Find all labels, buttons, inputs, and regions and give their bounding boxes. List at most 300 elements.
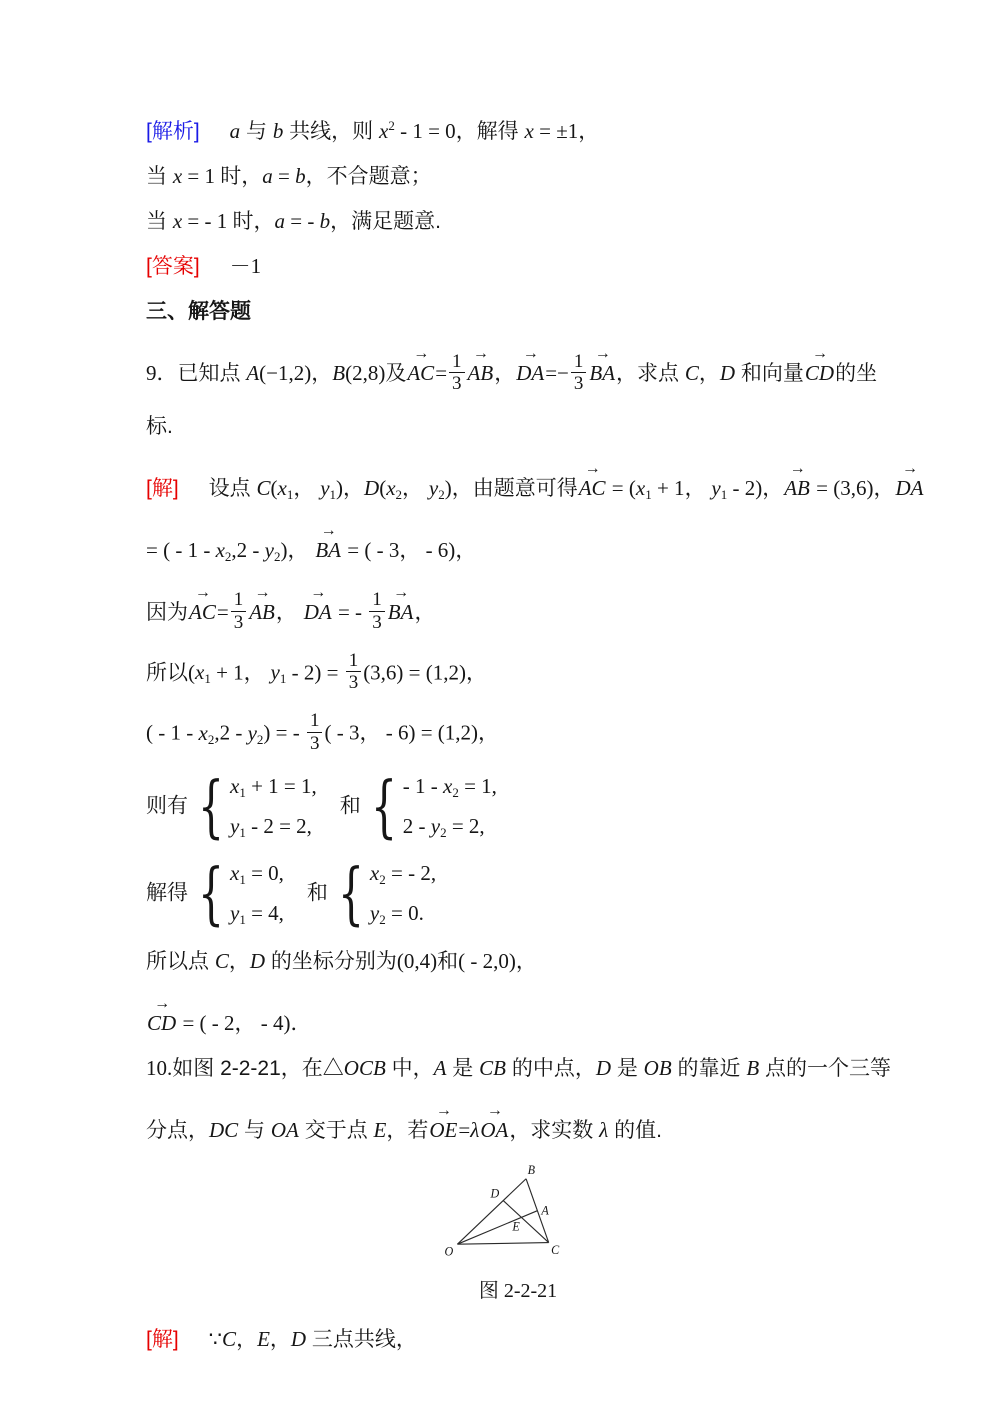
vector-arrow-icon: → bbox=[254, 583, 270, 601]
subscript: 2 bbox=[440, 824, 447, 840]
math-variable: B bbox=[746, 1055, 760, 1080]
solution-label: [解] bbox=[146, 1328, 179, 1352]
vector-term bbox=[804, 345, 835, 388]
point-label-a: A bbox=[541, 1203, 549, 1218]
vertex-label-b: B bbox=[527, 1163, 536, 1178]
vector-name: AB bbox=[784, 476, 810, 501]
vector-name: BA bbox=[315, 537, 341, 562]
text-run: 当 bbox=[146, 165, 173, 188]
text-run: 的坐 bbox=[835, 362, 878, 385]
math-run: ) = - bbox=[263, 720, 305, 745]
text-run: 是 bbox=[446, 1056, 480, 1080]
text-run: ，解得 bbox=[455, 120, 525, 143]
subscript: 1 bbox=[329, 487, 337, 503]
system-row bbox=[230, 900, 284, 928]
doc-line bbox=[146, 458, 924, 503]
vector-name: DA bbox=[303, 599, 332, 624]
text-run: 点的一个三等 bbox=[759, 1056, 892, 1080]
figure-caption: 图 2-2-21 bbox=[478, 1279, 558, 1302]
math-variable-subscripted: $x_1$ bbox=[230, 773, 246, 800]
vector-term bbox=[248, 583, 276, 627]
doc-line bbox=[146, 712, 890, 756]
equation-system bbox=[190, 766, 317, 846]
text-run: ， bbox=[698, 362, 720, 385]
math-variable: CB bbox=[479, 1055, 506, 1080]
math-variable: b bbox=[319, 209, 331, 233]
math-variable: C bbox=[214, 948, 229, 973]
triangle-ocb-diagram bbox=[425, 1161, 611, 1266]
math-run: = 4, bbox=[245, 901, 284, 926]
math-run: = - bbox=[332, 599, 368, 624]
math-run: = ( - 2， - 4)． bbox=[177, 1010, 312, 1035]
vector-name: BA bbox=[387, 599, 414, 624]
system-rows bbox=[403, 773, 497, 840]
segment-oa bbox=[457, 1211, 537, 1245]
text-run: 和 bbox=[285, 881, 328, 905]
text-run: ， bbox=[228, 949, 250, 973]
subscript: 2 bbox=[207, 731, 215, 747]
text-run: 共线，则 bbox=[283, 120, 380, 143]
math-run: - 1 - bbox=[402, 773, 444, 798]
vector-term bbox=[894, 460, 924, 503]
text-run: 和 bbox=[318, 794, 361, 818]
vector-arrow-icon: → bbox=[789, 460, 805, 478]
doc-line bbox=[146, 993, 890, 1038]
doc-line bbox=[146, 1100, 890, 1145]
text-run: 和向量 bbox=[735, 362, 804, 385]
vector-term bbox=[467, 345, 495, 388]
subscript: 2 bbox=[379, 872, 386, 888]
text-run: ， bbox=[287, 538, 315, 562]
math-variable: DC bbox=[209, 1117, 239, 1142]
text-run: 三点共线， bbox=[306, 1328, 417, 1352]
text-run: ， bbox=[515, 949, 537, 973]
text-run: ，不合题意； bbox=[305, 165, 432, 188]
system-row bbox=[403, 813, 497, 841]
math-variable: b bbox=[272, 119, 284, 143]
vector-arrow-icon: → bbox=[472, 345, 488, 362]
math-run: = ( - 1 - bbox=[146, 537, 216, 562]
math-variable: D bbox=[595, 1055, 611, 1080]
vector-arrow-icon: → bbox=[901, 460, 917, 478]
math-variable: a bbox=[262, 164, 273, 188]
text-run: 所以点 bbox=[146, 949, 215, 973]
doc-line bbox=[146, 208, 890, 236]
doc-line bbox=[146, 343, 890, 396]
subscript: 1 bbox=[279, 671, 287, 687]
text-run: 交于点 bbox=[298, 1118, 374, 1142]
text-run: 因为 bbox=[146, 600, 188, 624]
text-run: 已知点 bbox=[177, 362, 247, 385]
math-variable-subscripted: $y_1$ bbox=[711, 476, 728, 503]
doc-line bbox=[146, 520, 890, 565]
math-run: = ±1 bbox=[533, 119, 579, 143]
vector-term bbox=[588, 345, 616, 388]
vector-arrow-icon: → bbox=[812, 345, 827, 362]
math-variable: OCB bbox=[343, 1055, 386, 1080]
text-run: ，由题意可得 bbox=[451, 477, 578, 501]
math-run: ( bbox=[379, 476, 387, 501]
system-rows bbox=[230, 773, 317, 840]
math-run: (−1,2) bbox=[259, 361, 312, 385]
text-run: 设点 bbox=[208, 477, 257, 501]
vector-name: OE bbox=[429, 1117, 458, 1142]
math-run: ( - 2,0) bbox=[458, 948, 516, 973]
text-run: ， bbox=[494, 362, 516, 385]
math-variable: x bbox=[172, 209, 183, 233]
doc-line bbox=[146, 948, 890, 976]
math-run: = 1, bbox=[458, 773, 497, 798]
math-variable-subscripted: $y_2$ bbox=[369, 901, 386, 928]
math-variable: D bbox=[364, 476, 380, 501]
math-run: 9． bbox=[146, 361, 178, 385]
subscript: 2 bbox=[379, 912, 386, 928]
doc-line bbox=[146, 298, 890, 326]
math-variable: x bbox=[524, 119, 534, 143]
math-variable-subscripted: $y_2$ bbox=[428, 476, 445, 503]
vector-name: BA bbox=[589, 361, 616, 385]
text-run: 和 bbox=[437, 949, 459, 973]
text-run: ， bbox=[311, 362, 333, 385]
math-variable: OA bbox=[270, 1117, 299, 1142]
text-run: 如图 2-2-21，在△ bbox=[172, 1056, 344, 1080]
math-run: = - 2, bbox=[385, 861, 437, 886]
math-run: - 2 = 2, bbox=[245, 813, 312, 838]
math-run: = bbox=[216, 599, 229, 624]
fraction bbox=[231, 589, 247, 633]
vector-name: CD bbox=[804, 361, 835, 385]
point-label-e: E bbox=[512, 1219, 520, 1234]
math-variable-subscripted: $y_1$ bbox=[230, 813, 246, 840]
math-run: = bbox=[458, 1117, 471, 1142]
fraction-denominator: 3 bbox=[573, 372, 584, 394]
text-run: 的靠近 bbox=[671, 1056, 747, 1080]
subscript: 2 bbox=[452, 784, 459, 800]
fraction bbox=[571, 351, 587, 395]
fraction-numerator: 1 bbox=[369, 589, 385, 611]
math-run: ( - 1 - bbox=[146, 720, 199, 745]
math-run: = 0, bbox=[245, 861, 284, 886]
text-run: ，满足题意. bbox=[330, 210, 441, 233]
text-run: 时， bbox=[232, 210, 275, 233]
math-run: (3,6) = (1,2) bbox=[363, 660, 467, 685]
vertex-label-o: O bbox=[444, 1244, 454, 1259]
vector-term bbox=[578, 460, 607, 503]
vector-name: CD bbox=[147, 1010, 177, 1035]
equation-system bbox=[190, 854, 284, 933]
math-run: - 1 = 0 bbox=[394, 119, 456, 143]
math-variable-subscripted: $x_2$ bbox=[215, 537, 232, 564]
math-run: = - 1 bbox=[182, 209, 233, 233]
system-row bbox=[370, 900, 436, 928]
text-run: 所以 bbox=[146, 661, 188, 685]
text-run: 与 bbox=[238, 1118, 271, 1142]
vector-name: AB bbox=[467, 361, 494, 385]
math-run: ) bbox=[336, 476, 344, 501]
math-run: (0,4) bbox=[396, 948, 438, 973]
vector-term bbox=[406, 345, 435, 388]
solution-text-block bbox=[146, 118, 924, 1144]
fraction-numerator: 1 bbox=[346, 650, 362, 672]
equation-system bbox=[330, 854, 437, 933]
brace-icon: { bbox=[197, 854, 225, 933]
solution-text-block-2 bbox=[146, 1326, 890, 1354]
vector-name: AC bbox=[189, 599, 216, 624]
text-run: ， bbox=[873, 477, 895, 501]
text-run: 当 bbox=[146, 210, 173, 233]
text-run: ， bbox=[243, 661, 271, 685]
math-variable: OB bbox=[643, 1055, 672, 1080]
text-run: ， bbox=[478, 721, 500, 745]
text-run: 中， bbox=[385, 1056, 434, 1080]
vector-arrow-icon: → bbox=[310, 583, 326, 601]
system-row bbox=[230, 773, 317, 801]
math-variable: D bbox=[719, 361, 736, 385]
math-run: = (3,6) bbox=[810, 476, 874, 501]
math-variable: λ bbox=[599, 1117, 609, 1142]
math-run: ( - 3， - 6) = (1,2) bbox=[324, 720, 479, 745]
math-run: =− bbox=[545, 361, 569, 385]
math-variable-subscripted: $x_1$ bbox=[230, 861, 246, 888]
math-variable-subscripted: $x_2$ bbox=[386, 476, 403, 503]
math-variable: E bbox=[257, 1327, 270, 1352]
text-run: ， bbox=[275, 600, 303, 624]
text-run: ，求实数 bbox=[509, 1118, 600, 1142]
math-variable-subscripted: $y_2$ bbox=[430, 813, 447, 840]
vector-arrow-icon: → bbox=[413, 345, 429, 362]
text-run: 的坐标分别为 bbox=[265, 949, 397, 973]
math-variable-subscripted: $x_1$ bbox=[195, 660, 211, 687]
fraction bbox=[346, 650, 362, 694]
doc-line bbox=[146, 582, 890, 635]
vector-term bbox=[314, 521, 342, 565]
text-run: ， bbox=[402, 477, 429, 501]
text-run: ， bbox=[293, 477, 321, 501]
brace-icon: { bbox=[197, 766, 225, 846]
equation-system bbox=[363, 766, 497, 846]
doc-line bbox=[146, 1055, 890, 1083]
math-variable: x bbox=[172, 164, 183, 188]
math-variable-subscripted: $y_1$ bbox=[230, 901, 246, 928]
fraction-denominator: 3 bbox=[309, 732, 320, 754]
doc-line bbox=[146, 766, 890, 846]
math-run: + 1 bbox=[210, 660, 244, 685]
fraction bbox=[307, 710, 323, 754]
math-run: = - bbox=[285, 209, 320, 233]
math-variable-subscripted: $x_2$ bbox=[198, 720, 215, 747]
subscript: 1 bbox=[239, 824, 246, 840]
vector-term bbox=[303, 583, 333, 627]
math-variable: D bbox=[249, 948, 266, 973]
vector-term bbox=[146, 994, 177, 1038]
text-run: 时， bbox=[220, 165, 263, 188]
vector-term bbox=[783, 460, 811, 503]
side-oc bbox=[457, 1243, 548, 1245]
system-rows bbox=[370, 860, 436, 927]
subscript: 2 bbox=[224, 548, 232, 564]
fraction-numerator: 1 bbox=[231, 589, 247, 611]
text-run: 分点， bbox=[146, 1118, 209, 1142]
fraction bbox=[369, 589, 385, 633]
vector-arrow-icon: → bbox=[486, 1101, 502, 1119]
subscript: 1 bbox=[204, 671, 211, 687]
math-run: 2 - bbox=[402, 813, 431, 838]
vector-name: AC bbox=[578, 476, 606, 501]
vector-term bbox=[188, 583, 217, 627]
math-run: (2,8) bbox=[345, 361, 386, 385]
math-run: ( bbox=[188, 660, 195, 685]
math-variable: B bbox=[332, 361, 346, 385]
text-run: ， bbox=[343, 477, 365, 501]
superscript: 2 bbox=[388, 118, 395, 133]
fraction-numerator: 1 bbox=[307, 710, 323, 732]
system-row bbox=[230, 813, 317, 841]
math-run: －1 bbox=[229, 254, 262, 278]
math-run: + 1 = 1, bbox=[245, 773, 317, 798]
vector-arrow-icon: → bbox=[194, 583, 210, 601]
subscript: 2 bbox=[256, 731, 264, 747]
vector-name: AB bbox=[249, 599, 275, 624]
math-run: ) bbox=[280, 537, 288, 562]
fraction-denominator: 3 bbox=[452, 372, 462, 394]
math-run: 10. bbox=[146, 1055, 173, 1080]
math-variable-subscripted: $x_1$ bbox=[635, 476, 652, 503]
math-variable: C bbox=[222, 1327, 237, 1352]
vector-term bbox=[387, 583, 415, 627]
subscript: 2 bbox=[395, 487, 403, 503]
subscript: 1 bbox=[239, 912, 246, 928]
vertex-label-c: C bbox=[551, 1243, 560, 1258]
text-run: 标. bbox=[146, 415, 173, 439]
subscript: 1 bbox=[720, 487, 728, 503]
math-variable: E bbox=[373, 1117, 387, 1142]
subscript: 1 bbox=[645, 487, 652, 503]
vector-arrow-icon: → bbox=[320, 521, 336, 539]
fraction-denominator: 3 bbox=[348, 672, 359, 694]
math-run: ( bbox=[270, 476, 278, 501]
subscript: 1 bbox=[239, 784, 246, 800]
math-run: = ( bbox=[606, 476, 636, 501]
text-run: ， bbox=[269, 1328, 291, 1352]
text-run: ， bbox=[414, 600, 436, 624]
vector-name: DA bbox=[516, 361, 545, 385]
vector-arrow-icon: → bbox=[594, 345, 610, 362]
doc-line bbox=[146, 854, 890, 933]
system-rows bbox=[230, 860, 284, 927]
math-run: - 2) = bbox=[286, 660, 344, 685]
text-run: ， bbox=[578, 120, 600, 143]
brace-icon: { bbox=[337, 854, 364, 933]
math-variable-subscripted: $x_2$ bbox=[369, 861, 386, 888]
text-run: 的中点， bbox=[505, 1056, 596, 1080]
text-run: ，求点 bbox=[616, 362, 685, 385]
doc-line bbox=[146, 163, 890, 191]
doc-line bbox=[146, 649, 890, 696]
math-run: = 2, bbox=[446, 813, 485, 838]
math-variable-subscripted: $y_1$ bbox=[320, 476, 337, 503]
subscript: 1 bbox=[286, 487, 294, 503]
text-run: 是 bbox=[611, 1056, 644, 1080]
doc-line bbox=[146, 413, 890, 441]
math-variable-superscripted: $x^2$ bbox=[379, 118, 395, 143]
math-run: = 1 bbox=[182, 164, 221, 188]
vector-name: OA bbox=[480, 1117, 509, 1142]
text-run: ， bbox=[684, 477, 712, 501]
fraction-numerator: 1 bbox=[571, 351, 587, 373]
fraction-denominator: 3 bbox=[233, 611, 244, 633]
math-variable-subscripted: $y_2$ bbox=[264, 537, 281, 564]
text-run: ∵ bbox=[208, 1328, 223, 1352]
fraction bbox=[449, 351, 465, 395]
subscript: 2 bbox=[438, 487, 445, 503]
vector-arrow-icon: → bbox=[522, 345, 538, 362]
vector-arrow-icon: → bbox=[435, 1101, 451, 1119]
math-variable: a bbox=[229, 119, 241, 143]
system-row bbox=[230, 860, 284, 888]
triangle-figure bbox=[146, 1161, 890, 1274]
math-run: = bbox=[272, 164, 296, 188]
fraction-denominator: 3 bbox=[372, 611, 382, 633]
system-row bbox=[403, 773, 497, 801]
math-run: ) bbox=[444, 476, 452, 501]
system-row bbox=[370, 860, 436, 888]
vector-arrow-icon: → bbox=[584, 460, 600, 478]
vector-term bbox=[428, 1101, 458, 1145]
math-run: ,2 - bbox=[231, 537, 265, 562]
text-run: 与 bbox=[240, 120, 273, 143]
point-label-d: D bbox=[490, 1186, 500, 1201]
text-run: ， bbox=[762, 477, 784, 501]
solution-label: [解] bbox=[146, 477, 179, 501]
vector-name: AC bbox=[407, 361, 435, 385]
math-run: = ( - 3， - 6) bbox=[341, 537, 456, 562]
math-variable: b bbox=[295, 164, 306, 188]
math-variable: C bbox=[684, 361, 699, 385]
vector-arrow-icon: → bbox=[393, 583, 409, 601]
math-variable: λ bbox=[470, 1117, 480, 1142]
math-run: ,2 - bbox=[214, 720, 248, 745]
math-variable: C bbox=[256, 476, 271, 501]
text-run: 及 bbox=[385, 362, 407, 385]
vector-name: DA bbox=[895, 476, 924, 501]
fraction-numerator: 1 bbox=[449, 351, 465, 373]
doc-line bbox=[146, 253, 890, 281]
doc-line bbox=[146, 1326, 890, 1354]
vector-term bbox=[515, 345, 545, 388]
math-variable: D bbox=[290, 1327, 307, 1352]
text-run: ， bbox=[455, 538, 477, 562]
text-run: ，若 bbox=[386, 1118, 429, 1142]
solution-label: [答案] bbox=[146, 255, 200, 278]
math-run: = bbox=[435, 361, 448, 385]
subscript: 1 bbox=[239, 872, 246, 888]
math-run: + 1 bbox=[651, 476, 685, 501]
math-variable: a bbox=[274, 209, 286, 233]
math-variable-subscripted: $y_2$ bbox=[247, 720, 264, 747]
vector-term bbox=[479, 1101, 509, 1145]
doc-line bbox=[146, 118, 890, 146]
analysis-label: [解析] bbox=[146, 120, 200, 143]
math-variable: A bbox=[433, 1055, 447, 1080]
math-variable-subscripted: $x_2$ bbox=[443, 773, 459, 800]
math-run: - 2) bbox=[727, 476, 763, 501]
subscript: 2 bbox=[273, 548, 281, 564]
math-variable-subscripted: $y_1$ bbox=[270, 660, 287, 687]
brace-icon: { bbox=[370, 766, 397, 846]
text-run: 三、解答题 bbox=[146, 300, 251, 323]
text-run: ， bbox=[466, 661, 488, 685]
text-run: ， bbox=[236, 1328, 258, 1352]
